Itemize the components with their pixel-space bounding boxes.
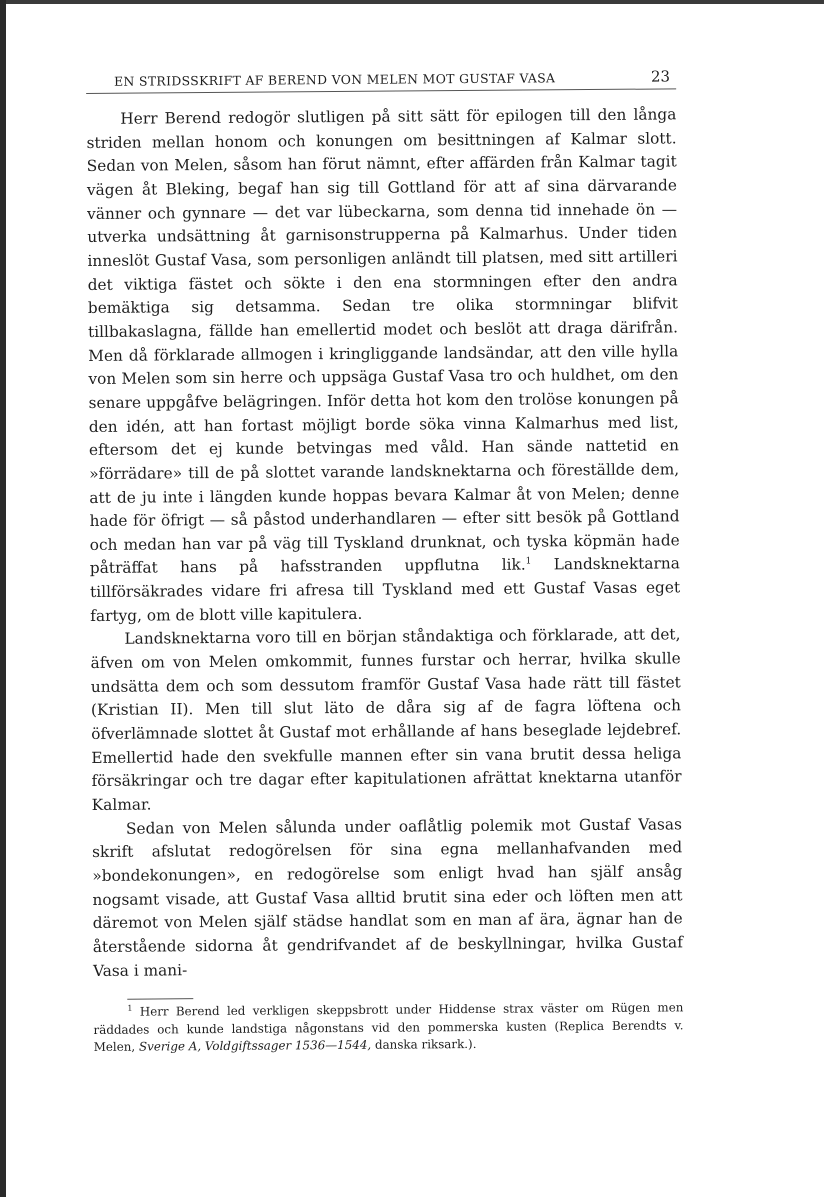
paragraph-1-continuation: Landsknektarna tillförsäkrades vidare fri afresa till Tyskland med ett Gustaf Vasas eget fartyg, om de blott ville kapitulera. [90,554,681,625]
page-number: 23 [650,67,671,86]
footnote-mark: 1 [127,1003,133,1014]
running-title: EN STRIDSSKRIFT AF BEREND VON MELEN MOT GUSTAF VASA [114,70,556,89]
footnote-text-end: danska riksark.). [371,1037,477,1053]
body-text [86,103,683,983]
footnote [93,1000,683,1057]
scan-left-edge [0,0,6,1197]
book-page [86,67,684,1056]
paragraph-1-text: Herr Berend redogör slutligen på sitt sätt för epilogen till den långa striden mellan honom och konungen om besittningen af Kalmar slott. Sedan von Melen, såsom han förut nämnt, efter affärden från Kalmar tagit vägen åt Bleking, begaf han sig till Gottland för att af sina därvarande vänner och gynnare — det var lübeckarna, som denna tid innehade ön — utverka undsättning åt garnisonstrupperna på Kalmarhus. Under tiden inneslöt Gustaf Vasa, som personligen anländt till platsen, med sitt artilleri det viktiga fästet och sökte i den ena stormningen efter den andra bemäktiga sig detsamma. Sedan tre olika stormningar blifvit tillbakaslagna, fällde han emellertid modet och beslöt att draga därifrån. Men då förklarade allmogen i kringliggande landsändar, att den ville hylla von Melen som sin herre och uppsäga Gustaf Vasa tro och huldhet, om den senare uppgåfve belägringen. Inför detta hot kom den trolöse konungen på den idén, att han fortast möjligt borde söka vinna Kalmarhus med list, eftersom det ej kunde betvingas med våld. Han sände nattetid en »förrädare» till de på slottet varande landsknektarna och föreställde dem, att de ju inte i längden kunde hoppas bevara Kalmar åt von Melen; denne hade för öfrigt — så påstod underhandlaren — efter sitt besök på Gottland och medan han var på väg till Tyskland drunknat, och tyska köpmän hade påträffat hans på hafsstranden uppflutna lik. [86,105,680,578]
footnote-reference: 1 [525,556,532,567]
paragraph-2: Landsknektarna voro till en början ståndaktiga och förklarade, att det, äfven om von Melen omkommit, funnes furstar och herrar, hvilka skulle undsätta dem och som dessutom framför Gustaf Vasa hade rätt till fästet (Kristian II). Men till slut läto de dåra sig af de fagra löftena och öfverlämnade slottet åt Gustaf mot erhållande af hans beseglade lejdebref. Emellertid hade den svekfulle mannen efter sin vana brutit dessa heliga försäkringar och tre dagar efter kapitulationen afrättat knektarna utanför Kalmar. [90,625,682,815]
footnote-rule [127,998,193,1000]
paragraph-1 [86,103,680,628]
scan-top-edge [0,0,824,4]
running-header [86,67,676,94]
paragraph-3: Sedan von Melen sålunda under oaflåtlig polemik mot Gustaf Vasas skrift afslutat redogörelsen för sina egna mellanhafvanden med »bondekonungen», en redogörelse som enligt hvad han själf ansåg nogsamt visade, att Gustaf Vasa alltid brutit sina eder och löften men att däremot von Melen själf städse handlat som en man af ära, ägnar han de återstående sidorna åt gendrifvandet af de beskyllningar, hvilka Gustaf Vasa i mani- [92,815,683,980]
footnote-text: Herr Berend led verkligen skeppsbrott under Hiddense strax väster om Rügen men räddades och kunde landstiga någonstans vid den pommerska kusten (Replica Berendts v. Melen, [93,1000,684,1055]
footnote-source-title: Sverige A, Voldgiftssager 1536—1544, [138,1038,372,1054]
